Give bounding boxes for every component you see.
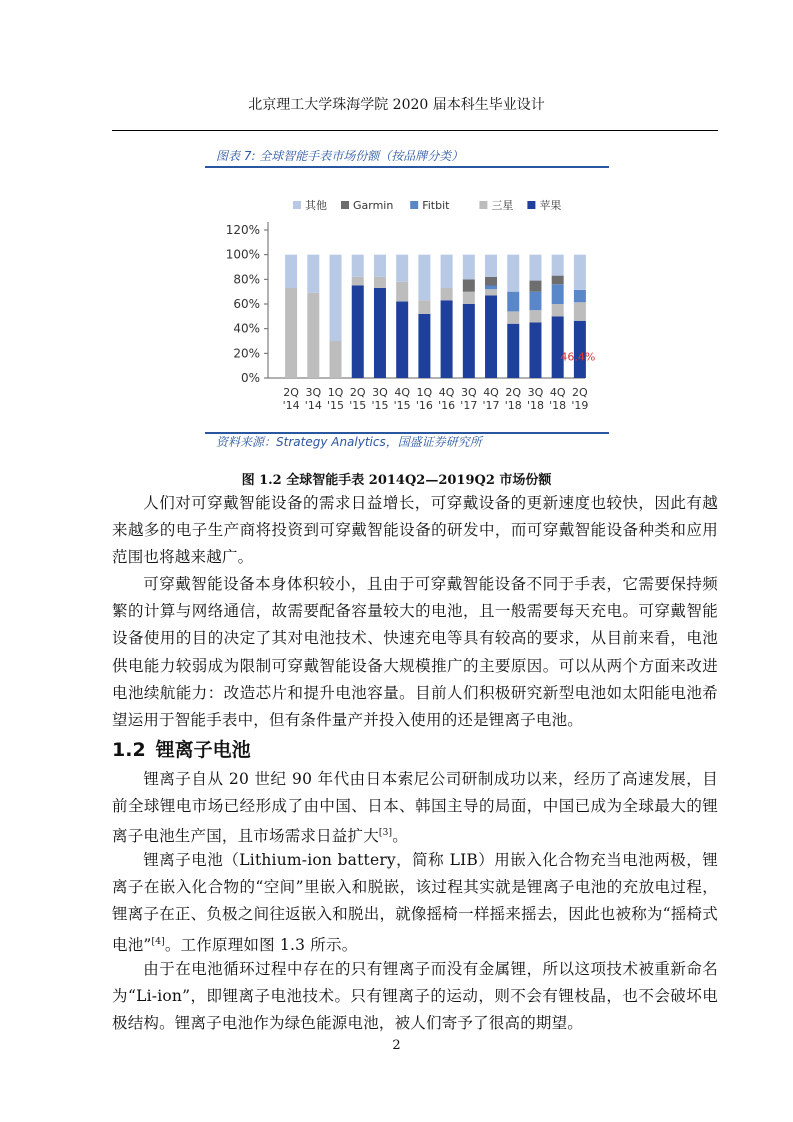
y-tick-label-2: 40% <box>233 321 260 336</box>
bar-12-series-2 <box>552 284 564 304</box>
bar-11-series-4 <box>529 255 541 281</box>
citation-3: [3] <box>378 828 393 839</box>
bar-2-series-1 <box>330 341 342 378</box>
legend-swatch-3 <box>479 201 487 209</box>
y-tick-label-1: 20% <box>233 346 260 361</box>
y-tick-label-5: 100% <box>225 247 260 262</box>
x-tick-label-3-1: '15 <box>349 399 367 412</box>
citation-4: [4] <box>151 936 165 947</box>
x-tick-label-12-1: '18 <box>549 399 567 412</box>
bar-10-series-0 <box>507 324 519 378</box>
x-tick-label-13-1: '19 <box>571 399 589 412</box>
legend-swatch-1 <box>341 201 349 209</box>
paragraph-3-text: 锂离子自从 20 世纪 90 年代由日本索尼公司研制成功以来，经历了高速发展，目前全球锂电市场已经形成了由中国、日本、韩国主导的局面，中国已成为全球最大的锂离子电池生产国，且市场需求日益扩大 <box>112 770 718 846</box>
bar-7-series-4 <box>441 255 453 288</box>
paragraph-1-text: 人们对可穿戴智能设备的需求日益增长，可穿戴设备的更新速度也较快，因此有越来越多的电子生产商将投资到可穿戴智能设备的研发中，而可穿戴智能设备种类和应用范围也将越来越广。 <box>112 494 718 567</box>
paragraph-2-text: 可穿戴智能设备本身体积较小，且由于可穿戴智能设备不同于手表，它需要保持频繁的计算与网络通信，故需要配备容量较大的电池，且一般需要每天充电。可穿戴智能设备使用的目的决定了其对电池技术、快速充电等具有较高的要求，从目前来看，电池供电能力较弱成为限制可穿戴智能设备大规模推广的主要原因。可以从两个方面来改进电池续航能力：改造芯片和提升电池容量。目前人们积极研究新型电池如太阳能电池希望运用于智能手表中，但有条件量产并投入使用的还是锂离子电池。 <box>112 575 718 730</box>
paragraph-4-end: 。工作原理如图 1.3 所示。 <box>164 935 358 954</box>
bar-12-series-4 <box>552 255 564 276</box>
bar-0-series-4 <box>285 255 297 288</box>
paragraph-3 <box>112 766 718 851</box>
bar-2-series-4 <box>330 255 342 341</box>
x-tick-label-12-0: 4Q <box>549 386 566 399</box>
x-tick-label-2-0: 1Q <box>327 386 344 399</box>
bar-5-series-0 <box>396 302 408 378</box>
paragraph-4 <box>112 847 718 959</box>
x-tick-label-9-1: '17 <box>482 399 500 412</box>
x-tick-label-7-0: 4Q <box>438 386 455 399</box>
paragraph-4-text: 锂离子电池（Lithium-ion battery，简称 LIB）用嵌入化合物充当电池两极，锂离子在嵌入化合物的“空间”里嵌入和脱嵌，该过程其实就是锂离子电池的充放电过程，锂离子在正、负极之间往返嵌入和脱出，就像摇椅一样摇来摇去，因此也被称为“摇椅式电池” <box>112 851 718 954</box>
x-tick-label-4-0: 3Q <box>372 386 388 399</box>
x-tick-label-8-0: 3Q <box>460 386 477 399</box>
bar-7-series-1 <box>441 288 453 300</box>
bar-3-series-1 <box>352 277 364 286</box>
bar-9-series-4 <box>485 255 497 277</box>
header-rule <box>112 130 718 131</box>
paragraph-5 <box>112 956 718 1038</box>
y-tick-label-4: 80% <box>233 272 260 287</box>
legend-label-1: Garmin <box>353 199 394 212</box>
bar-11-series-1 <box>529 310 541 322</box>
x-tick-label-10-0: 2Q <box>505 386 522 399</box>
bar-13-series-2 <box>574 290 586 302</box>
figure-inner-title: 图表 7: 全球智能手表市场份额（按品牌分类） <box>216 149 464 163</box>
x-tick-label-6-1: '16 <box>415 399 433 412</box>
market-share-chart <box>205 190 609 420</box>
figure-top-rule <box>205 166 609 168</box>
bar-3-series-4 <box>352 255 364 277</box>
paragraph-5-text: 由于在电池循环过程中存在的只有锂离子而没有金属锂，所以这项技术被重新命名为“Li-ion”，即锂离子电池技术。只有锂离子的运动，则不会有锂枝晶，也不会破坏电极结构。锂离子电池作为绿色能源电池，被人们寄予了很高的期望。 <box>112 960 718 1033</box>
x-tick-label-5-0: 4Q <box>394 386 411 399</box>
legend-label-4: 苹果 <box>539 199 562 212</box>
section-number: 1.2 <box>112 739 146 761</box>
x-tick-label-2-1: '15 <box>327 399 345 412</box>
bar-8-series-4 <box>463 255 475 280</box>
bar-0-series-1 <box>285 288 297 378</box>
x-tick-label-9-0: 4Q <box>483 386 499 399</box>
x-tick-label-8-1: '17 <box>460 399 478 412</box>
paragraph-1 <box>112 490 718 572</box>
section-heading <box>112 735 261 762</box>
x-tick-label-11-0: 3Q <box>527 386 544 399</box>
legend-swatch-0 <box>293 201 301 209</box>
bar-13-series-1 <box>574 302 586 321</box>
bar-10-series-1 <box>507 311 519 323</box>
bar-8-series-1 <box>463 292 475 304</box>
bar-3-series-0 <box>352 286 364 379</box>
x-tick-label-4-1: '15 <box>371 399 389 412</box>
bar-12-series-1 <box>552 304 564 316</box>
x-tick-label-11-1: '18 <box>526 399 544 412</box>
legend-swatch-4 <box>527 201 535 209</box>
bar-13-series-0 <box>574 321 586 378</box>
x-tick-label-1-0: 3Q <box>305 386 322 399</box>
x-tick-label-1-1: '14 <box>304 399 322 412</box>
bar-1-series-1 <box>307 293 319 378</box>
bar-11-series-0 <box>529 323 541 379</box>
bar-10-series-4 <box>507 255 519 292</box>
bar-8-series-3 <box>463 279 475 291</box>
y-tick-label-3: 60% <box>233 297 260 311</box>
bar-13-series-4 <box>574 255 586 290</box>
x-tick-label-5-1: '15 <box>393 399 411 412</box>
bar-6-series-4 <box>418 255 430 301</box>
bar-4-series-1 <box>374 277 386 288</box>
bar-9-series-1 <box>485 289 497 295</box>
page-number: 2 <box>392 1038 401 1053</box>
bar-4-series-0 <box>374 288 386 378</box>
section-title: 锂离子电池 <box>155 739 251 761</box>
bar-12-series-0 <box>552 316 564 378</box>
x-tick-label-0-0: 2Q <box>283 386 299 399</box>
bar-1-series-4 <box>307 255 319 293</box>
bar-6-series-0 <box>418 314 430 378</box>
x-tick-label-7-1: '16 <box>438 399 456 412</box>
bar-9-series-3 <box>485 277 497 286</box>
x-tick-label-3-0: 2Q <box>349 386 366 399</box>
bar-12-series-3 <box>552 276 564 285</box>
y-tick-label-0: 0% <box>240 371 260 385</box>
page-header: 北京理工大学珠海学院 2020 届本科生毕业设计 <box>248 97 545 113</box>
bar-11-series-3 <box>529 281 541 292</box>
bar-8-series-0 <box>463 304 475 378</box>
y-tick-label-6: 120% <box>225 223 260 237</box>
x-tick-label-13-0: 2Q <box>572 386 588 399</box>
x-tick-label-6-0: 1Q <box>416 386 433 399</box>
paragraph-2 <box>112 571 718 734</box>
legend-swatch-2 <box>410 201 418 209</box>
bar-9-series-2 <box>485 286 497 290</box>
paragraph-3-end: 。 <box>392 827 408 846</box>
x-tick-label-0-1: '14 <box>282 399 300 412</box>
figure-caption: 图 1.2 全球智能手表 2014Q2—2019Q2 市场份额 <box>241 473 552 488</box>
figure-source: 资料来源：Strategy Analytics，国盛证券研究所 <box>216 435 482 449</box>
bar-5-series-4 <box>396 255 408 282</box>
bar-9-series-0 <box>485 295 497 378</box>
x-tick-label-10-1: '18 <box>504 399 522 412</box>
bar-6-series-1 <box>418 300 430 314</box>
legend-label-0: 其他 <box>305 199 327 212</box>
bar-10-series-2 <box>507 292 519 312</box>
bar-5-series-1 <box>396 282 408 302</box>
legend-label-3: 三星 <box>491 199 514 212</box>
legend-label-2: Fitbit <box>422 199 450 212</box>
bar-7-series-0 <box>441 300 453 378</box>
bar-11-series-2 <box>529 292 541 311</box>
data-annotation: 46.4% <box>560 350 596 364</box>
bar-4-series-4 <box>374 255 386 277</box>
